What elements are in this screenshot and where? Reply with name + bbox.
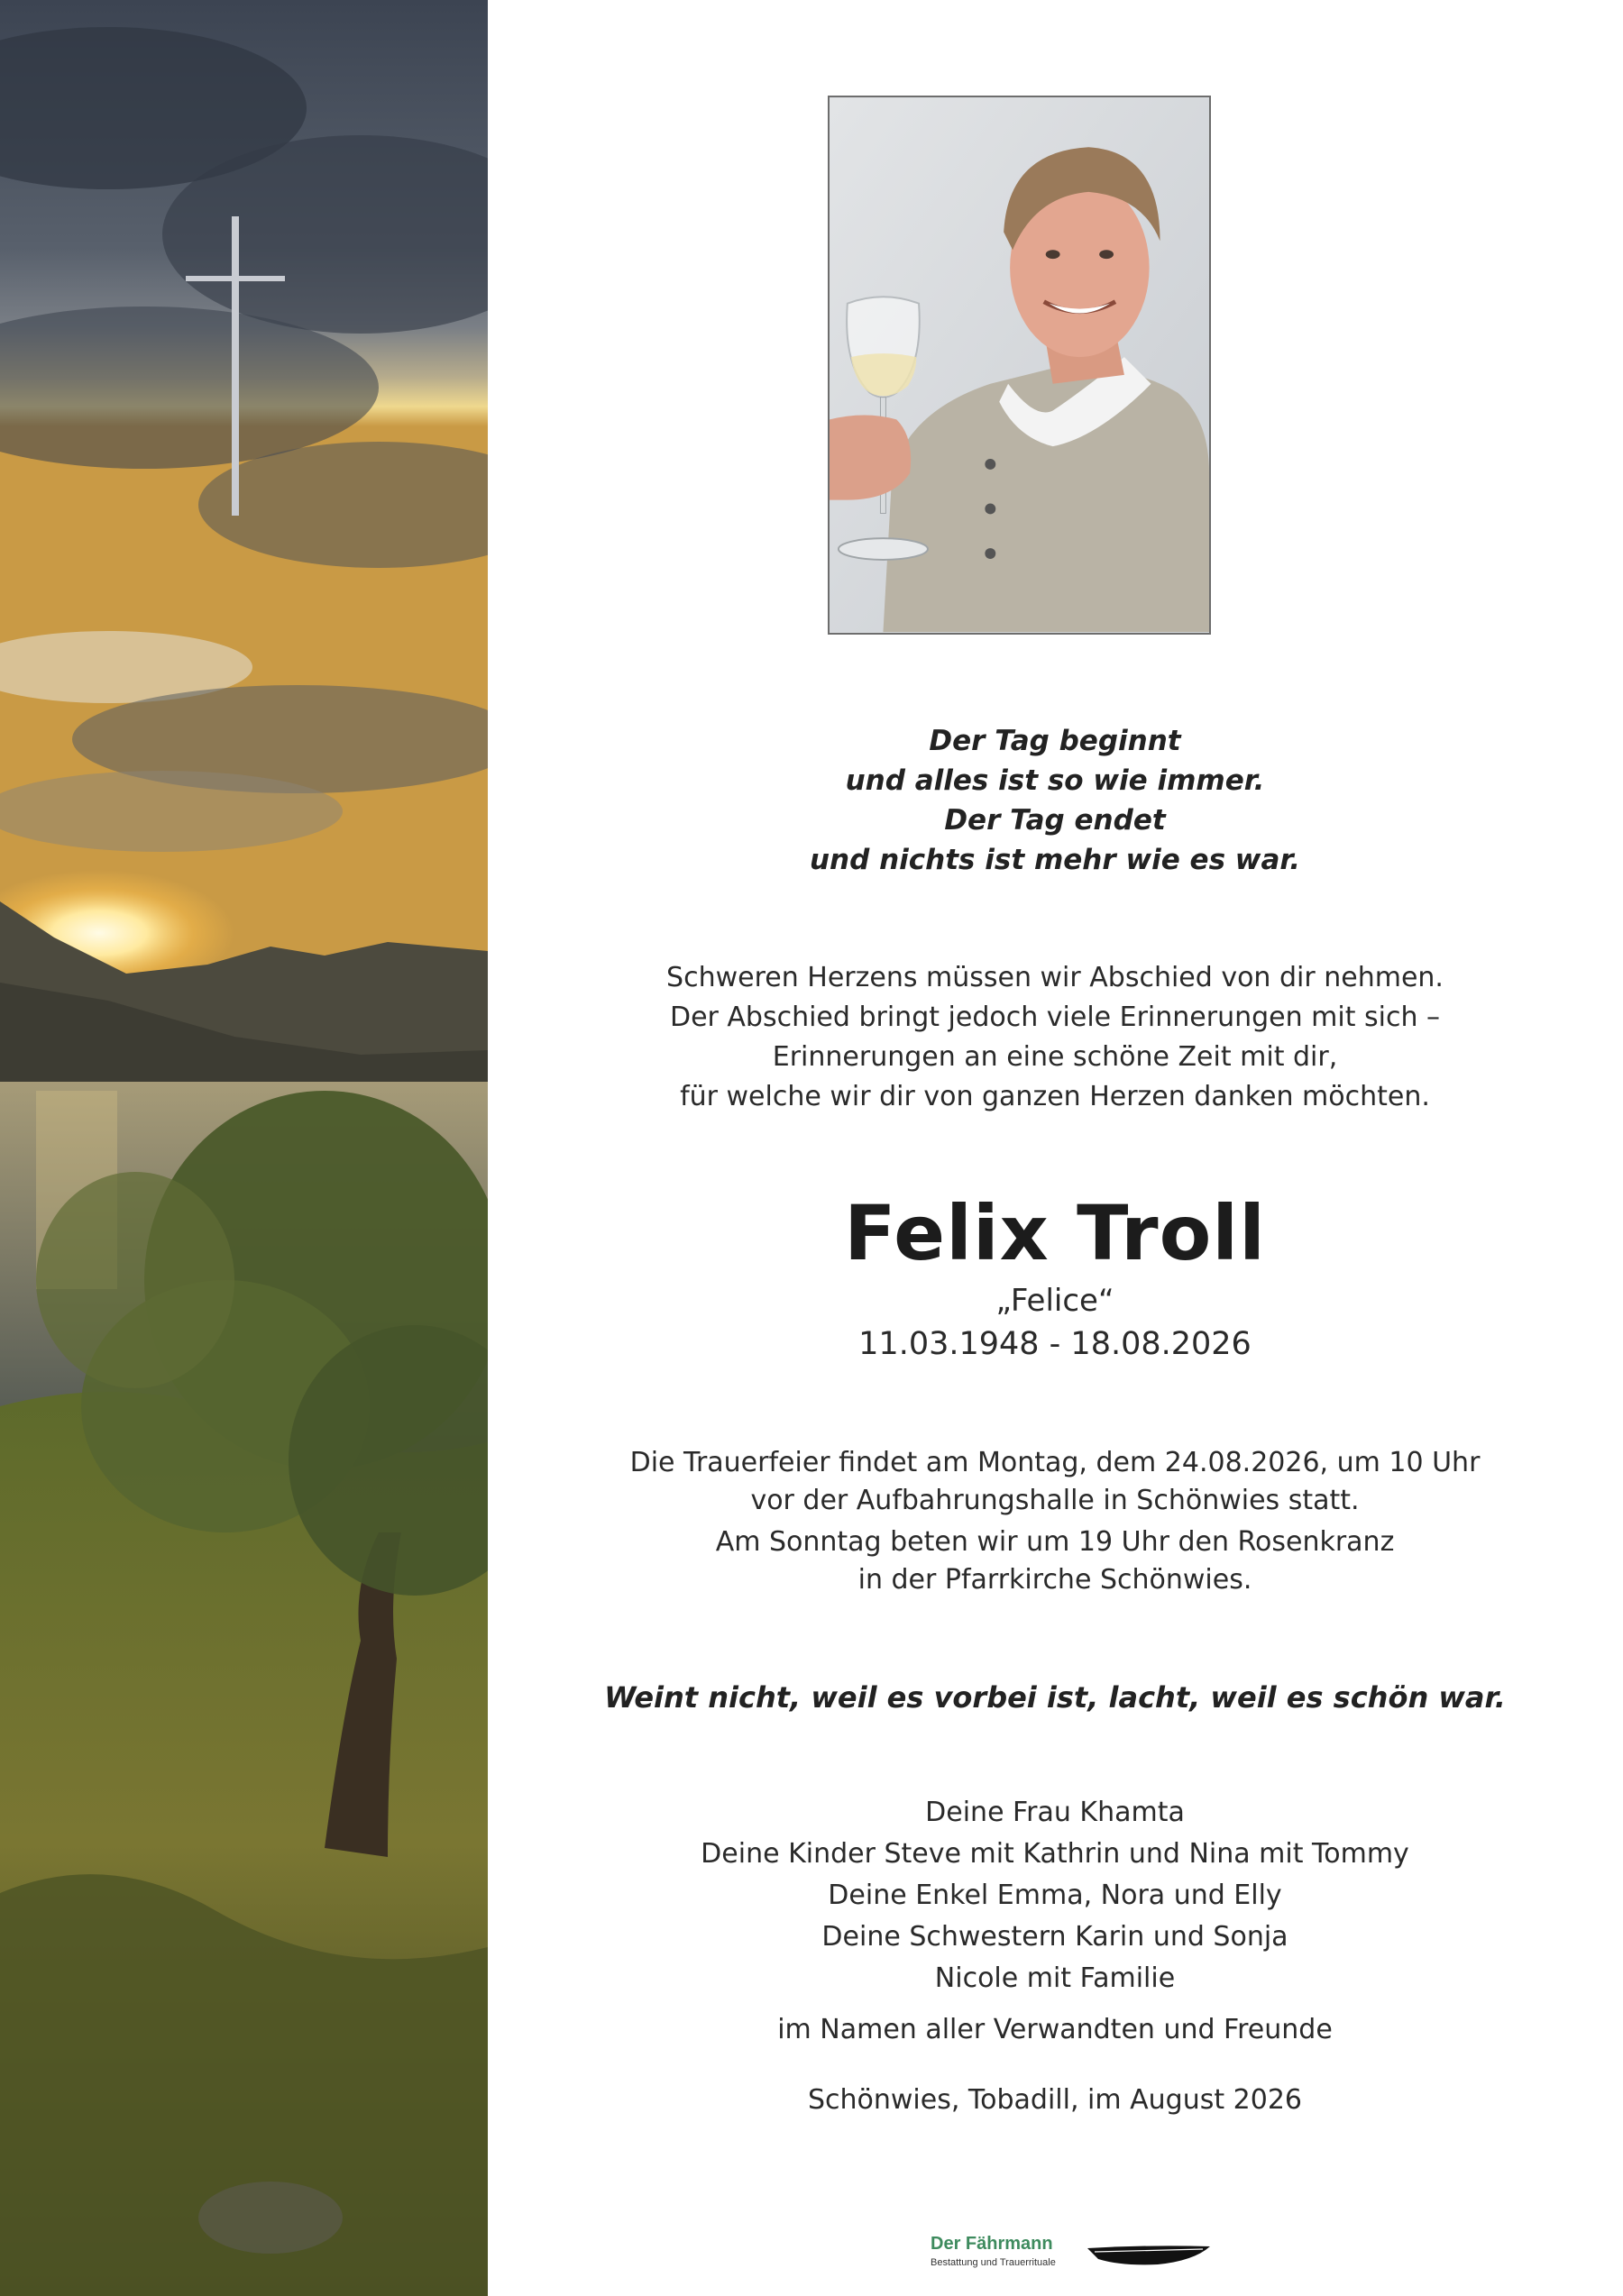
place-and-date: Schönwies, Tobadill, im August 2026 bbox=[807, 2084, 1303, 2116]
ceremony-line: vor der Aufbahrungshalle in Schönwies statt. bbox=[750, 1485, 1360, 1516]
portrait-photo bbox=[828, 96, 1211, 635]
family-member: Deine Enkel Emma, Nora und Elly bbox=[828, 1880, 1282, 1911]
family-list bbox=[595, 1792, 1515, 1999]
poem-line: Der Tag endet bbox=[944, 804, 1166, 837]
farewell-message bbox=[595, 958, 1515, 1117]
farewell-line: Der Abschied bringt jedoch viele Erinnerungen mit sich – bbox=[669, 1002, 1441, 1033]
deceased-nickname: „Felice“ bbox=[995, 1283, 1114, 1319]
family-member: Deine Kinder Steve mit Kathrin und Nina mit Tommy bbox=[701, 1838, 1409, 1870]
farewell-line: Erinnerungen an eine schöne Zeit mit dir, bbox=[772, 1041, 1338, 1073]
logo-name: Der Fährmann bbox=[931, 2234, 1053, 2254]
poem bbox=[595, 721, 1515, 880]
sunset-landscape-icon bbox=[0, 0, 488, 2296]
farewell-line: für welche wir dir von ganzen Herzen danken möchten. bbox=[680, 1081, 1430, 1112]
person-portrait-icon bbox=[830, 97, 1209, 633]
farewell-line: Schweren Herzens müssen wir Abschied von dir nehmen. bbox=[666, 962, 1444, 993]
closing-quote: Weint nicht, weil es vorbei ist, lacht, weil es schön war. bbox=[604, 1680, 1506, 1715]
poem-line: Der Tag beginnt bbox=[929, 725, 1181, 757]
rosary-info bbox=[595, 1523, 1515, 1599]
family-member: Deine Frau Khamta bbox=[925, 1797, 1185, 1828]
rosary-line: in der Pfarrkirche Schönwies. bbox=[857, 1564, 1252, 1596]
landscape-side-image bbox=[0, 0, 488, 2296]
poem-line: und alles ist so wie immer. bbox=[845, 764, 1265, 797]
ceremony-line: Die Trauerfeier findet am Montag, dem 24.08.2026, um 10 Uhr bbox=[629, 1447, 1481, 1478]
funeral-home-logo bbox=[931, 2234, 1201, 2273]
relatives-line: im Namen aller Verwandten und Freunde bbox=[777, 2014, 1333, 2045]
rosary-line: Am Sonntag beten wir um 19 Uhr den Rosenkranz bbox=[715, 1526, 1395, 1558]
deceased-name: Felix Troll bbox=[844, 1189, 1266, 1277]
family-member: Nicole mit Familie bbox=[934, 1962, 1176, 1994]
life-dates: 11.03.1948 - 18.08.2026 bbox=[858, 1326, 1252, 1362]
logo-subtitle: Bestattung und Trauerrituale bbox=[931, 2257, 1056, 2268]
poem-line: und nichts ist mehr wie es war. bbox=[809, 844, 1301, 876]
ferry-boat-icon bbox=[1086, 2241, 1212, 2268]
family-member: Deine Schwestern Karin und Sonja bbox=[821, 1921, 1288, 1953]
funeral-ceremony-info bbox=[595, 1444, 1515, 1520]
